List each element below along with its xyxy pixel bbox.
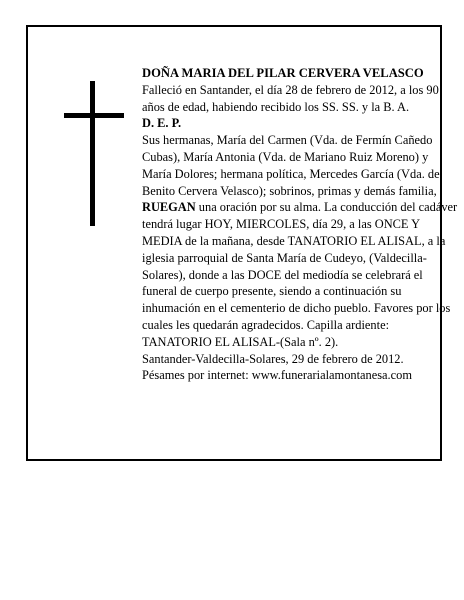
funeral-request — [142, 199, 460, 350]
family-list: Sus hermanas, María del Carmen (Vda. de Fermín Cañedo Cubas), María Antonia (Vda. de Mariano Ruiz Moreno) y María Dolores; hermana política, Mercedes García (Vda. de Benito Cervera Velasco); sobrinos, primas y demás familia, — [142, 133, 440, 198]
deceased-name: DOÑA MARIA DEL PILAR CERVERA VELASCO — [142, 66, 424, 80]
dep-line: D. E. P. — [142, 116, 182, 131]
funeral-details: una oración por su alma. La conducción del cadáver tendrá lugar HOY, MIERCOLES, día 29, a las ONCE Y MEDIA de la mañana, desde TANATORIO EL ALISAL, a la iglesia parroquial de Santa María de Cudeyo, (Valdecilla-Solares), donde a las DOCE del mediodía se celebrará el funeral de cuerpo presente, siendo a continuación su inhumación en el cementerio de dicho pueblo. Favores por los cuales les quedarán agradecidos. Capilla ardiente: TANATORIO EL ALISAL-(Sala nº. 2). — [142, 200, 458, 349]
place-date: Santander-Valdecilla-Solares, 29 de febrero de 2012. — [142, 351, 404, 366]
cross-icon — [64, 81, 124, 226]
death-statement: Falleció en Santander, el día 28 de febrero de 2012, a los 90 años de edad, habiendo recibido los SS. SS. y la B. A. — [142, 82, 439, 114]
ruegan-word: RUEGAN — [142, 200, 196, 215]
obituary-notice — [26, 25, 458, 461]
notice-text — [142, 65, 460, 384]
condolences-line: Pésames por internet: www.funerarialamontanesa.com — [142, 368, 412, 383]
